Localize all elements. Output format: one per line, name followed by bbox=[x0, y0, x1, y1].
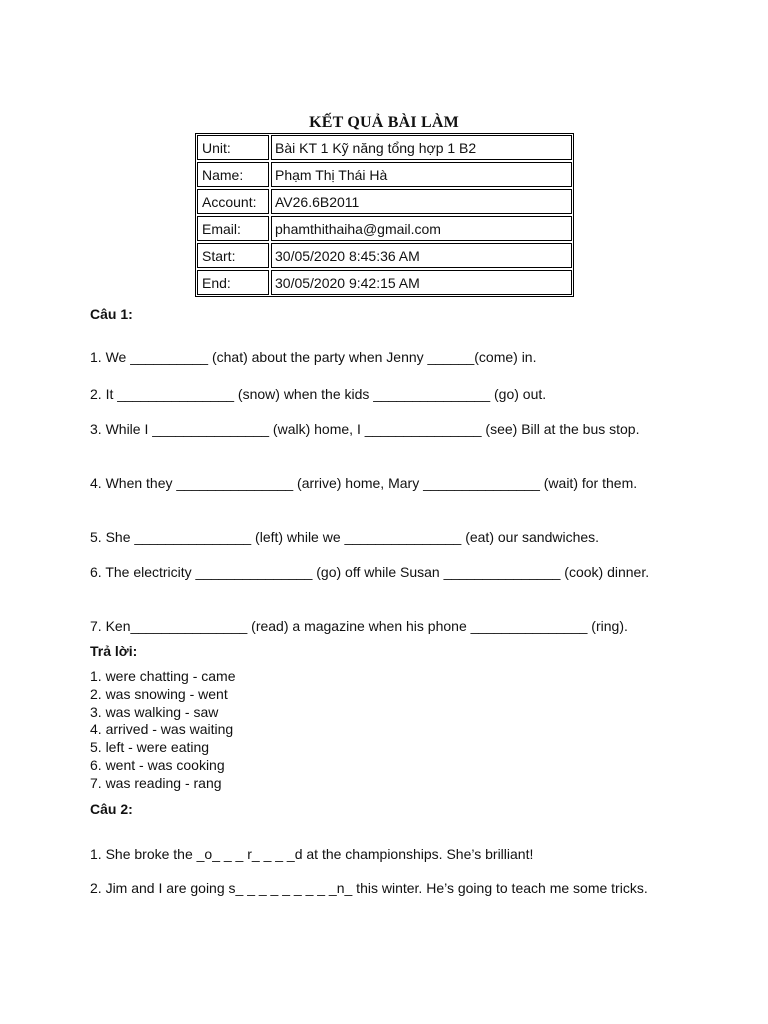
info-row-email bbox=[197, 216, 572, 241]
info-row-start bbox=[197, 243, 572, 268]
info-row-end bbox=[197, 270, 572, 295]
info-value: 30/05/2020 9:42:15 AM bbox=[271, 270, 572, 295]
info-label: Email: bbox=[197, 216, 269, 241]
info-value: Phạm Thị Thái Hà bbox=[271, 162, 572, 187]
question-item: 6. The electricity _______________ (go) off while Susan _______________ (cook) dinner. bbox=[90, 564, 650, 580]
question-item: 3. While I _______________ (walk) home, I _______________ (see) Bill at the bus stop. bbox=[90, 421, 640, 437]
section-2-title: Câu 2: bbox=[90, 801, 133, 817]
answers-title: Trả lời: bbox=[90, 643, 138, 659]
info-value: Bài KT 1 Kỹ năng tổng hợp 1 B2 bbox=[271, 135, 572, 160]
question-item: 2. It _______________ (snow) when the kids _______________ (go) out. bbox=[90, 386, 547, 402]
answer-item: 3. was walking - saw bbox=[90, 703, 219, 720]
question-item: 1. We __________ (chat) about the party when Jenny ______(come) in. bbox=[90, 349, 537, 365]
question-item: 5. She _______________ (left) while we _______________ (eat) our sandwiches. bbox=[90, 529, 600, 545]
answer-item: 5. left - were eating bbox=[90, 739, 210, 756]
info-row-account bbox=[197, 189, 572, 214]
answer-item: 1. were chatting - came bbox=[90, 668, 236, 684]
answer-item: 2. was snowing - went bbox=[90, 685, 228, 702]
question-item: 4. When they _______________ (arrive) home, Mary _______________ (wait) for them. bbox=[90, 475, 638, 491]
info-value: 30/05/2020 8:45:36 AM bbox=[271, 243, 572, 268]
page-title: KẾT QUẢ BÀI LÀM bbox=[309, 114, 459, 131]
info-value: phamthithaiha@gmail.com bbox=[271, 216, 572, 241]
question-item: 1. She broke the _o_ _ _ r_ _ _ _d at the championships. She’s brilliant! bbox=[90, 846, 534, 862]
answer-item: 4. arrived - was waiting bbox=[90, 721, 234, 738]
info-value: AV26.6B2011 bbox=[271, 189, 572, 214]
info-label: End: bbox=[197, 270, 269, 295]
info-label: Unit: bbox=[197, 135, 269, 160]
answer-item: 7. was reading - rang bbox=[90, 774, 222, 791]
section-1-title: Câu 1: bbox=[90, 306, 133, 322]
info-label: Start: bbox=[197, 243, 269, 268]
info-label: Account: bbox=[197, 189, 269, 214]
answer-item: 6. went - was cooking bbox=[90, 756, 225, 773]
answer-list bbox=[90, 668, 236, 793]
question-item: 7. Ken_______________ (read) a magazine when his phone _______________ (ring). bbox=[90, 618, 628, 634]
info-label: Name: bbox=[197, 162, 269, 187]
question-item: 2. Jim and I are going s_ _ _ _ _ _ _ _ _n_ this winter. He’s going to teach me some tricks. bbox=[90, 880, 648, 896]
info-row-name bbox=[197, 162, 572, 187]
info-row-unit bbox=[197, 135, 572, 160]
info-table bbox=[195, 133, 574, 297]
